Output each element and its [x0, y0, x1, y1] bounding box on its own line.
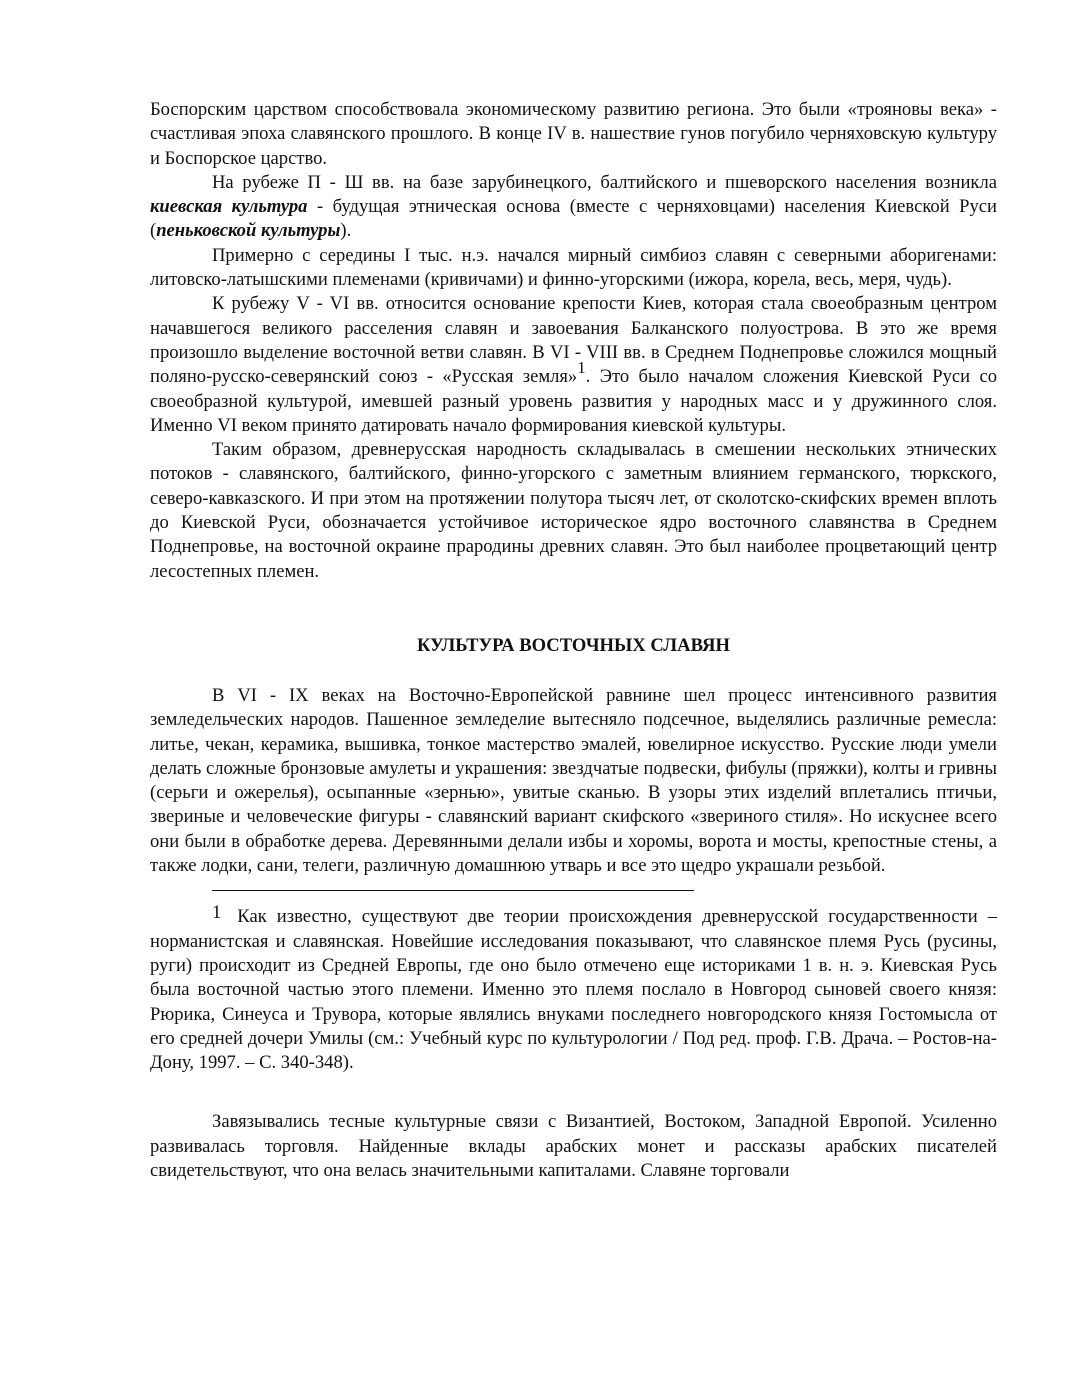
text-run: - будущая этническая основа (вместе с черняховцами) населения Киевской Руси (: [150, 196, 997, 242]
text-run: ).: [340, 220, 352, 242]
text-run: К рубежу V - VI вв. относится основание крепости Киев, которая стала своеобразным центром начавшегося великого расселения славян и завоевания Балканского полуострова. В это же время произошло выделение восточной ветви славян. В VI - VIII вв. в Среднем Поднепровье сложился мощный поляно-русско-северянский союз - «Русская земля»: [150, 293, 997, 388]
footnote-divider: [212, 890, 694, 891]
paragraph-symbiosis: Примерно с середины I тыс. н.э. начался мирный симбиоз славян с северными аборигенами: литовско-латышскими племенами (кривичами) и финно-угорскими (ижора, корела, весь, меря, чудь).: [150, 244, 997, 291]
footnote-text: Как известно, существуют две теории происхождения древнерусской государственности – норманистская и славянская. Новейшие исследования показывают, что славянское племя Русь (русины, руги) происходит из Средней Европы, где оно было отмечено еще историками 1 в. н. э. Киевская Русь была восточной частью этого племени. Именно это племя послало в Новгород сыновей своего князя: Рюрика, Синеуса и Трувора, которые являлись внуками последнего новгородского князя Гостомысла от его средней дочери Умилы (см.: Учебный курс по культурологии / Под ред. проф. Г.В. Драча. – Ростов-на-Дону, 1997. – С. 340-348).: [150, 906, 997, 1074]
paragraph-bosporus: Боспорским царством способствовала экономическому развитию региона. Это были «трояновы века» - счастливая эпоха славянского прошлого. В конце IV в. нашествие гунов погубило черняховскую культуру и Боспорское царство.: [150, 99, 997, 169]
paragraph-kiev-culture: [150, 171, 997, 244]
footnote-number: 1: [212, 902, 222, 924]
text-run: На рубеже П - Ш вв. на базе зарубинецкого, балтийского и пшеворского населения возникла: [212, 171, 997, 193]
paragraph-crafts: В VI - IX веках на Восточно-Европейской равнине шел процесс интенсивного развития земледельческих народов. Пашенное земледелие вытесняло подсечное, выделялись различные ремесла: литье, чекан, керамика, вышивка, тонкое мастерство эмалей, ювелирное искусство. Русские люди умели делать сложные бронзовые амулеты и украшения: звездчатые подвески, фибулы (пряжки), колты и гривны (серьги и ожерелья), осыпанные «зернью», увитые сканью. В узоры этих изделий вплетались птичьи, звериные и человеческие фигуры - славянский вариант скифского «звериного стиля». Но искуснее всего они были в обработке дерева. Деревянными делали избы и хоромы, ворота и мосты, крепостные стены, а также лодки, сани, телеги, различную домашнюю утварь и все это щедро украшали резьбой.: [150, 684, 997, 877]
term-kievskaya-kultura: киевская культура: [150, 196, 308, 218]
paragraph-kiev-founding: [150, 292, 997, 438]
footnote-reference[interactable]: 1: [577, 358, 586, 378]
paragraph-ethnic-streams: Таким образом, древнерусская народность складывалась в смешении нескольких этнических потоков - славянского, балтийского, финно-угорского с заметным влиянием германского, тюркского, северо-кавказского. И при этом на протяжении полутора тысяч лет, от сколотско-скифских времен вплоть до Киевской Руси, обозначается устойчивое историческое ядро восточного славянства в Среднем Поднепровье, на восточной окраине прародины древних славян. Это был наиболее процветающий центр лесостепных племен.: [150, 439, 997, 582]
term-penkovskaya-kultura: пеньковской культуры: [156, 220, 341, 242]
paragraph-trade: Завязывались тесные культурные связи с Византией, Востоком, Западной Европой. Усиленно развивалась торговля. Найденные вклады арабских монет и рассказы арабских писателей свидетельствуют, что она велась значительными капиталами. Славяне торговали: [150, 1111, 997, 1181]
footnote: [150, 901, 997, 1075]
document-page: [150, 98, 997, 1183]
section-heading: КУЛЬТУРА ВОСТОЧНЫХ СЛАВЯН: [417, 634, 730, 656]
text-run: . Это было началом сложения Киевской Руси со своеобразной культурой, имевшей разный уровень развития у народных масс и у дружинного слоя. Именно VI веком принято датировать начало формирования киевской культуры.: [150, 366, 997, 436]
